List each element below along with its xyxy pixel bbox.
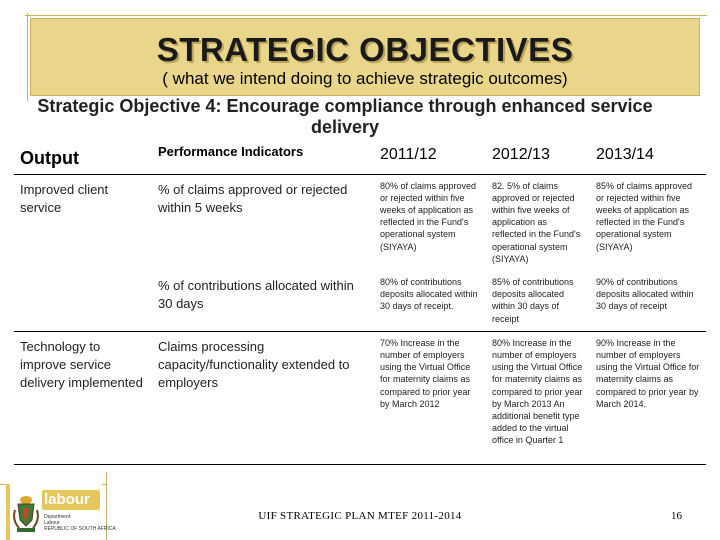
footer-caption: UIF STRATEGIC PLAN MTEF 2011-2014 — [258, 510, 462, 522]
indicator-cell: % of contributions allocated within 30 days — [158, 277, 354, 311]
strategic-objective-heading: Strategic Objective 4: Encourage compliance through enhanced service delivery — [37, 96, 653, 137]
logo-department-name: Labour — [44, 520, 60, 526]
target-2011-12-cell: 80% of contributions deposits allocated within 30 days of receipt. — [380, 276, 478, 312]
column-header-2012-13: 2012/13 — [492, 146, 550, 163]
objectives-table — [14, 138, 706, 473]
target-2013-14-cell: 90% of contributions deposits allocated within 30 days of receipt — [596, 276, 694, 312]
logo-wordmark: labour — [44, 491, 90, 508]
target-2013-14-cell: 90% Increase in the number of employers using the Virtual Office for maternity claims as compared to prior year by March 2014. — [596, 337, 700, 409]
target-2011-12-cell: 70% Increase in the number of employers using the Virtual Office for maternity claims as compared to prior year by March 2012 — [380, 337, 471, 409]
page-subtitle: ( what we intend doing to achieve strategic outcomes) — [162, 69, 568, 88]
target-2012-13-cell: 82. 5% of claims approved or rejected within five weeks of application as reflected in the Fund's operational system (SIYAYA) — [492, 180, 581, 264]
output-cell: Technology to improve service delivery implemented — [20, 338, 143, 390]
logo-country: REPUBLIC OF SOUTH AFRICA — [44, 526, 116, 532]
column-header-2013-14: 2013/14 — [596, 146, 654, 163]
page-number: 16 — [671, 510, 682, 522]
column-header-2011-12: 2011/12 — [380, 146, 437, 163]
decorative-line — [27, 13, 28, 101]
target-2012-13-cell: 80% Increase in the number of employers using the Virtual Office for maternity claims as compared to prior year by March 2013 An additional benefit type added to the virtual office in Quarter 1 — [492, 337, 583, 446]
table-row — [14, 271, 706, 331]
indicator-cell: % of claims approved or rejected within 5 weeks — [158, 181, 348, 215]
table-row — [14, 331, 706, 473]
table-header-row — [14, 138, 706, 174]
target-2011-12-cell: 80% of claims approved or rejected within five weeks of application as reflected in the Fund's operational system (SIYAYA) — [380, 180, 477, 252]
page-title: STRATEGIC OBJECTIVES — [156, 31, 574, 68]
target-2012-13-cell: 85% of contributions deposits allocated within 30 days of receipt — [492, 276, 574, 324]
output-cell — [14, 271, 152, 331]
indicator-cell: Claims processing capacity/functionality extended to employers — [158, 338, 350, 390]
title-banner — [30, 18, 700, 96]
table-row — [14, 174, 706, 271]
table-bottom-rule — [14, 464, 706, 465]
decorative-line — [25, 15, 707, 16]
logo-department-label: Department: — [44, 514, 72, 520]
output-cell: Improved client service — [20, 181, 109, 215]
column-header-indicators: Performance Indicators — [158, 144, 304, 159]
column-header-output: Output — [20, 148, 79, 168]
target-2013-14-cell: 85% of claims approved or rejected within five weeks of application as reflected in the Fund's operational system (SIYAYA) — [596, 180, 693, 252]
